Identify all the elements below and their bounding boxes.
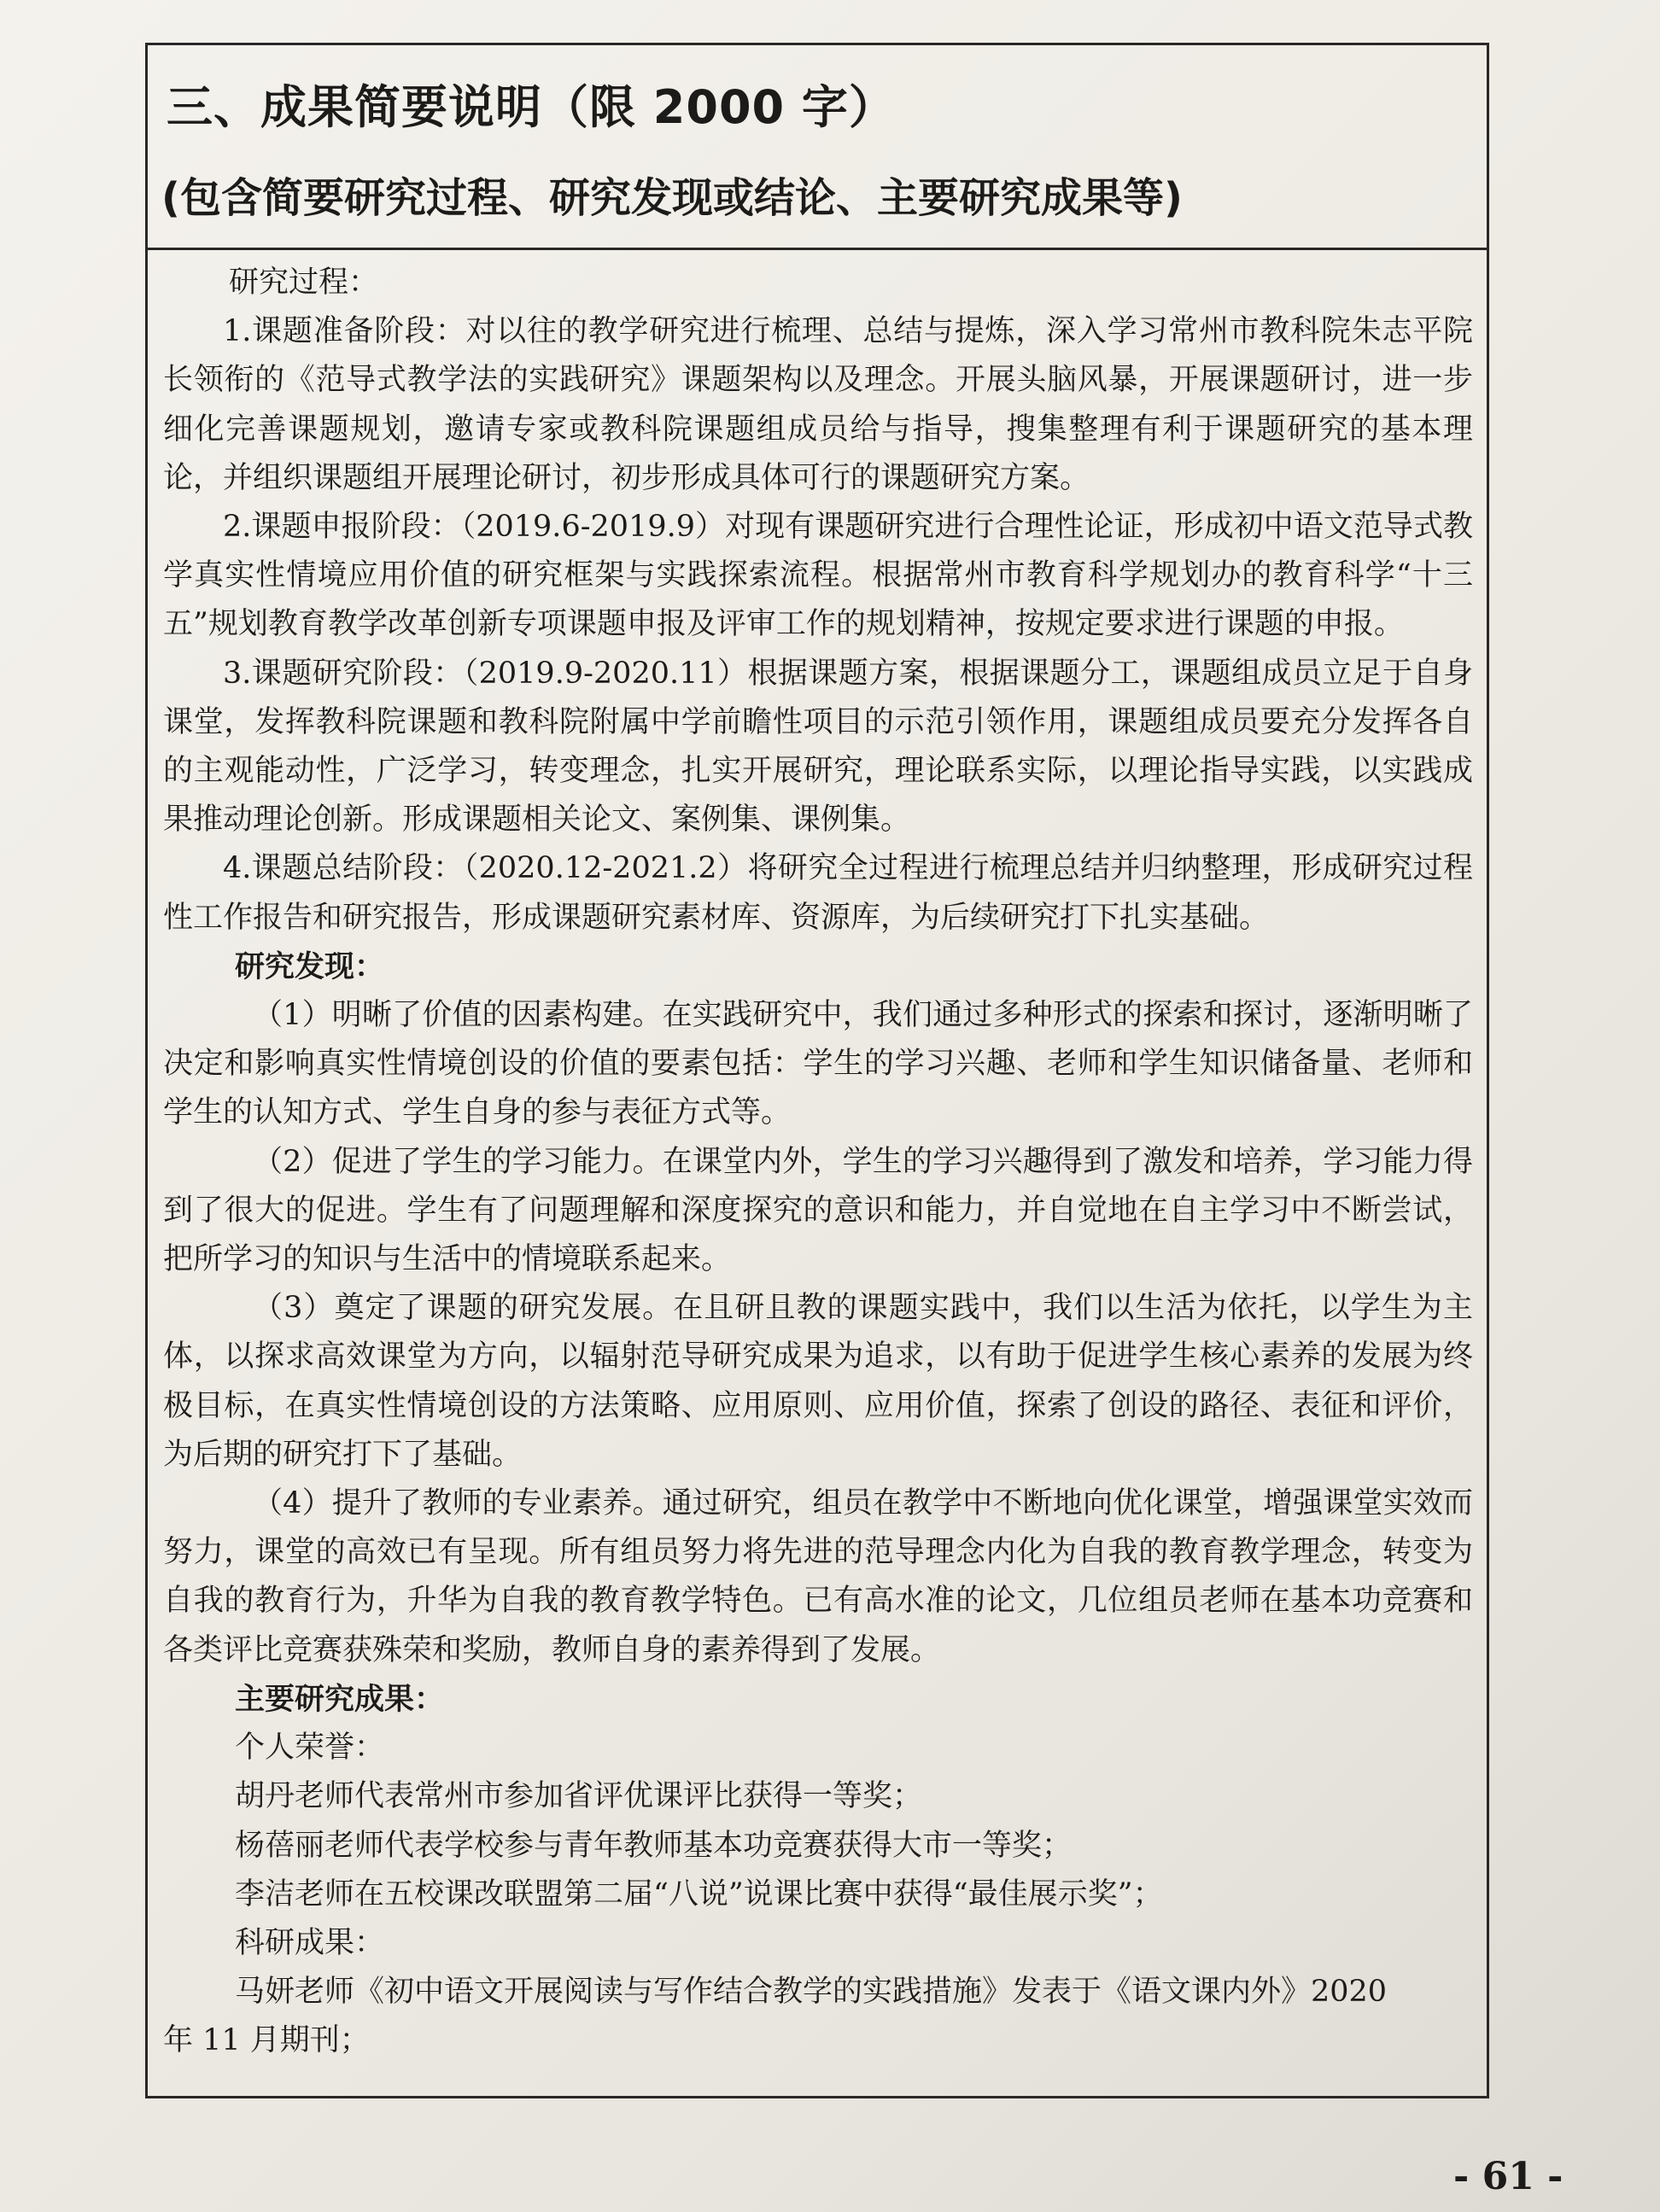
process-stage-4: 4.课题总结阶段：（2020.12-2021.2）将研究全过程进行梳理总结并归纳整理，形成研究过程性工作报告和研究报告，形成课题研究素材库、资源库，为后续研究打下扎实基础。 — [163, 851, 1473, 935]
finding-4: （4）提升了教师的专业素养。通过研究，组员在教学中不断地向优化课堂，增强课堂实效而努力，课堂的高效已有呈现。所有组员努力将先进的范导理念内化为自我的教育教学理念，转变为自我的教育行为，升华为自我的教育教学特色。已有高水准的论文，几位组员老师在基本功竞赛和各类评比竞赛获殊荣和奖励，教师自身的素养得到了发展。 — [163, 1486, 1473, 1667]
process-heading: 研究过程： — [229, 266, 379, 300]
content-body — [163, 259, 1473, 2066]
research-heading: 科研成果： — [235, 1925, 385, 1960]
section-subtitle: (包含简要研究过程、研究发现或结论、主要研究成果等) — [161, 174, 1183, 222]
honor-item: 胡丹老师代表常州市参加省评优课评比获得一等奖； — [235, 1779, 923, 1814]
honor-item: 杨蓓丽老师代表学校参与青年教师基本功竞赛获得大市一等奖； — [235, 1828, 1073, 1863]
section-title: 三、成果简要说明（限 2000 字） — [167, 80, 896, 134]
form-frame — [145, 43, 1489, 2098]
research-item-continued: 年 11 月期刊； — [163, 2023, 370, 2058]
finding-1: （1）明晰了价值的因素构建。在实践研究中，我们通过多种形式的探索和探讨，逐渐明晰了决定和影响真实性情境创设的价值的要素包括：学生的学习兴趣、老师和学生知识储备量、老师和学生的认知方式、学生自身的参与表征方式等。 — [163, 998, 1473, 1130]
outcomes-heading: 主要研究成果： — [235, 1681, 445, 1717]
page-number: - 61 - — [1453, 2155, 1564, 2198]
section-header — [148, 45, 1487, 250]
honors-heading: 个人荣誉： — [235, 1730, 385, 1766]
process-stage-3: 3.课题研究阶段：（2019.9-2020.11）根据课题方案，根据课题分工，课题组成员立足于自身课堂，发挥教科院课题和教科院附属中学前瞻性项目的示范引领作用，课题组成员要充分发挥各自的主观能动性，广泛学习，转变理念，扎实开展研究，理论联系实际，以理论指导实践，以实践成果推动理论创新。形成课题相关论文、案例集、课例集。 — [163, 656, 1473, 838]
honor-item: 李洁老师在五校课改联盟第二届“八说”说课比赛中获得“最佳展示奖”； — [235, 1876, 1163, 1911]
finding-3: （3）奠定了课题的研究发展。在且研且教的课题实践中，我们以生活为依托，以学生为主体，以探求高效课堂为方向，以辐射范导研究成果为追求，以有助于促进学生核心素养的发展为终极目标，在真实性情境创设的方法策略、应用原则、应用价值，探索了创设的路径、表征和评价，为后期的研究打下了基础。 — [163, 1291, 1473, 1472]
findings-heading: 研究发现： — [235, 948, 385, 984]
finding-2: （2）促进了学生的学习能力。在课堂内外，学生的学习兴趣得到了激发和培养，学习能力得到了很大的促进。学生有了问题理解和深度探究的意识和能力，并自觉地在自主学习中不断尝试，把所学习的知识与生活中的情境联系起来。 — [163, 1144, 1473, 1277]
process-stage-2: 2.课题申报阶段：（2019.6-2019.9）对现有课题研究进行合理性论证，形成初中语文范导式教学真实性情境应用价值的研究框架与实践探索流程。根据常州市教育科学规划办的教育科学“十三五”规划教育教学改革创新专项课题申报及评审工作的规划精神，按规定要求进行课题的申报。 — [163, 510, 1473, 642]
process-stage-1: 1.课题准备阶段：对以往的教学研究进行梳理、总结与提炼，深入学习常州市教科院朱志平院长领衔的《范导式教学法的实践研究》课题架构以及理念。开展头脑风暴，开展课题研讨，进一步细化完善课题规划，邀请专家或教科院课题组成员给与指导，搜集整理有利于课题研究的基本理论，并组织课题组开展理论研讨，初步形成具体可行的课题研究方案。 — [163, 314, 1473, 495]
research-item: 马妍老师《初中语文开展阅读与写作结合教学的实践措施》发表于《语文课内外》2020 — [235, 1975, 1388, 2010]
